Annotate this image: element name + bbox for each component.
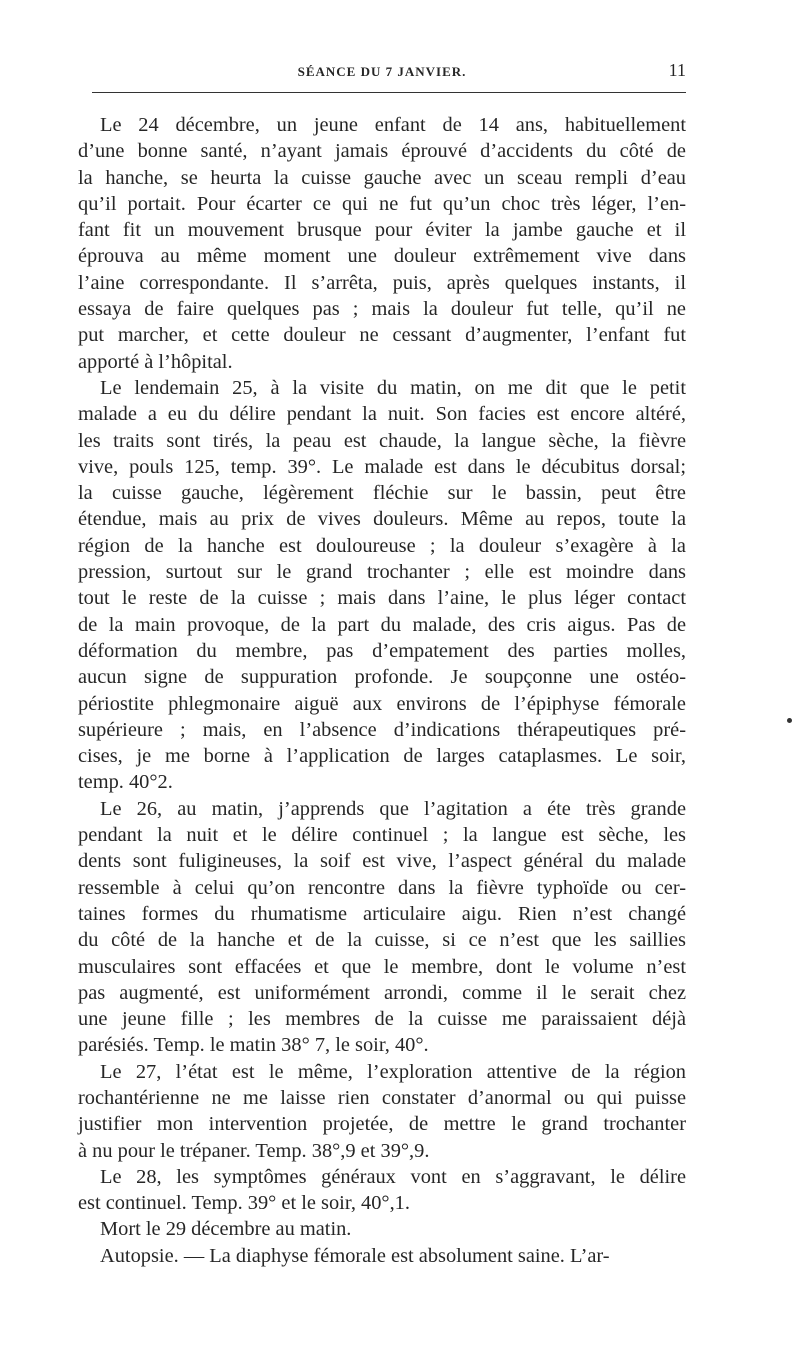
text-line: pendant la nuit et le délire continuel ; la langue est sèche, les <box>78 824 686 847</box>
paragraph <box>78 112 686 375</box>
page <box>78 56 686 1269</box>
running-title: SÉANCE DU 7 JANVIER. <box>297 64 467 79</box>
paragraph <box>78 375 686 796</box>
text-line: temp. 40°2. <box>78 771 173 794</box>
text-line: supérieure ; mais, en l’absence d’indications thérapeutiques pré- <box>78 718 686 741</box>
header-rule <box>92 92 686 93</box>
text-line: à nu pour le trépaner. Temp. 38°,9 et 39°,9. <box>78 1139 430 1162</box>
text-line: dents sont fuligineuses, la soif est vive, l’aspect général du malade <box>78 850 686 873</box>
text-line: Le lendemain 25, à la visite du matin, on me dit que le petit <box>100 376 686 399</box>
ink-speck <box>787 718 792 723</box>
text-line: de la main provoque, de la part du malade, des cris aigus. Pas de <box>78 613 686 636</box>
text-line: parésiés. Temp. le matin 38° 7, le soir, 40°. <box>78 1034 429 1057</box>
text-line: la hanche, se heurta la cuisse gauche avec un sceau rempli d’eau <box>78 166 686 189</box>
text-line: aucun signe de suppuration profonde. Je soupçonne une ostéo- <box>78 666 686 689</box>
text-line: tout le reste de la cuisse ; mais dans l’aine, le plus léger contact <box>78 587 686 610</box>
text-line: étendue, mais au prix de vives douleurs. Même au repos, toute la <box>78 508 686 531</box>
paragraph <box>78 1243 686 1269</box>
text-line: taines formes du rhumatisme articulaire aigu. Rien n’est changé <box>78 902 686 925</box>
text-line: périostite phlegmonaire aiguë aux environs de l’épiphyse fémorale <box>78 692 686 715</box>
text-line: Le 26, au matin, j’apprends que l’agitation a éte très grande <box>100 797 686 820</box>
text-line: pression, surtout sur le grand trochanter ; elle est moindre dans <box>78 561 686 584</box>
paragraph <box>78 1059 686 1164</box>
text-line: Mort le 29 décembre au matin. <box>100 1218 352 1241</box>
paragraph <box>78 1164 686 1217</box>
text-line: est continuel. Temp. 39° et le soir, 40°,1. <box>78 1192 410 1215</box>
text-line: cises, je me borne à l’application de larges cataplasmes. Le soir, <box>78 745 686 768</box>
text-line: fant fit un mouvement brusque pour éviter la jambe gauche et il <box>78 219 686 242</box>
text-line: apporté à l’hôpital. <box>78 350 233 373</box>
text-line: Le 28, les symptômes généraux vont en s’aggravant, le délire <box>100 1165 686 1188</box>
text-line: la cuisse gauche, légèrement fléchie sur le bassin, peut être <box>78 482 686 505</box>
page-number: 11 <box>668 60 686 80</box>
text-line: région de la hanche est douloureuse ; la douleur s’exagère à la <box>78 534 686 557</box>
text-line: Le 27, l’état est le même, l’exploration attentive de la région <box>100 1060 686 1083</box>
text-line: musculaires sont effacées et que le membre, dont le volume n’est <box>78 955 686 978</box>
text-line: rochantérienne ne me laisse rien constater d’anormal ou qui puisse <box>78 1086 686 1109</box>
body-text <box>78 112 686 1269</box>
text-line: essaya de faire quelques pas ; mais la douleur fut telle, qu’il ne <box>78 298 686 321</box>
text-line: malade a eu du délire pendant la nuit. Son facies est encore altéré, <box>78 403 686 426</box>
text-line: vive, pouls 125, temp. 39°. Le malade est dans le décubitus dorsal; <box>78 455 686 478</box>
text-line: déformation du membre, pas d’empatement des parties molles, <box>78 639 686 662</box>
paragraph <box>78 1216 686 1242</box>
text-line: éprouva au même moment une douleur extrêmement vive dans <box>78 245 686 268</box>
text-line: ressemble à celui qu’on rencontre dans la fièvre typhoïde ou cer- <box>78 876 686 899</box>
text-line: pas augmenté, est uniformément arrondi, comme il le serait chez <box>78 981 686 1004</box>
text-line: justifier mon intervention projetée, de mettre le grand trochanter <box>78 1113 686 1136</box>
text-line: du côté de la hanche et de la cuisse, si ce n’est que les saillies <box>78 929 686 952</box>
text-line: une jeune fille ; les membres de la cuisse me paraissaient déjà <box>78 1008 686 1031</box>
text-line: Le 24 décembre, un jeune enfant de 14 ans, habituellement <box>100 114 686 136</box>
running-head <box>78 56 686 90</box>
text-line: les traits sont tirés, la peau est chaude, la langue sèche, la fièvre <box>78 429 686 452</box>
text-line: l’aine correspondante. Il s’arrêta, puis, après quelques instants, il <box>78 271 686 294</box>
text-line: d’une bonne santé, n’ayant jamais éprouvé d’accidents du côté de <box>78 140 686 163</box>
text-line: put marcher, et cette douleur ne cessant d’augmenter, l’enfant fut <box>78 324 686 347</box>
text-line: qu’il portait. Pour écarter ce qui ne fut qu’un choc très léger, l’en- <box>78 192 686 215</box>
text-line: Autopsie. — La diaphyse fémorale est absolument saine. L’ar- <box>100 1244 610 1267</box>
paragraph <box>78 796 686 1059</box>
